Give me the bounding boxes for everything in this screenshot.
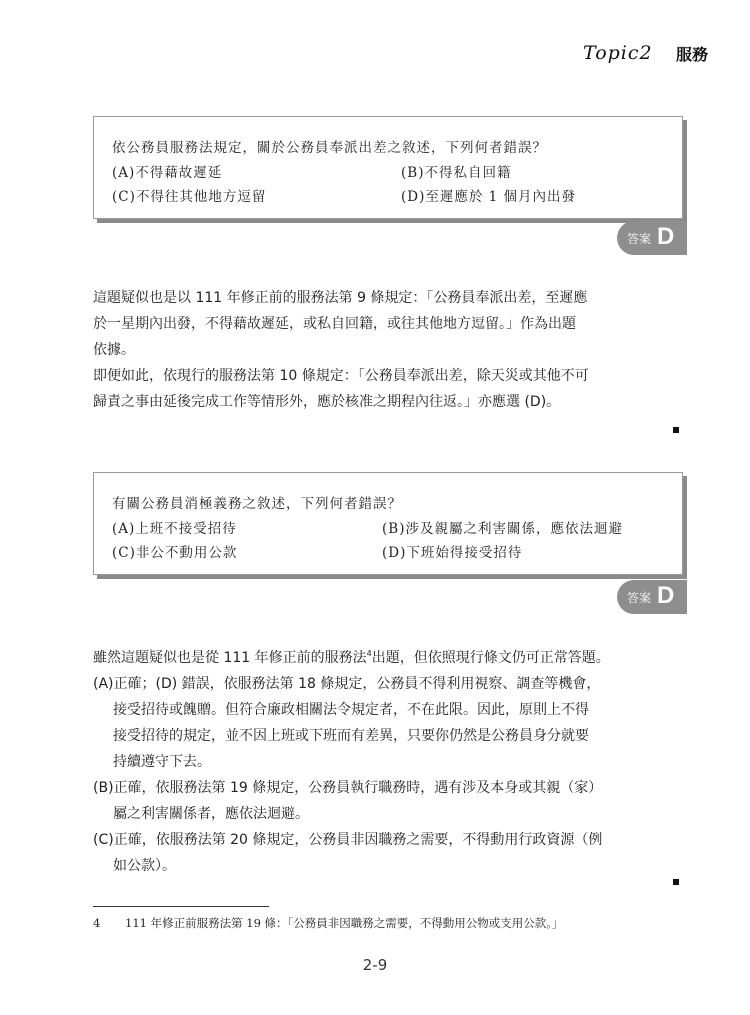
answer-value: D	[657, 223, 675, 250]
question-text: 有關公務員消極義務之敘述，下列何者錯誤？	[112, 496, 402, 512]
point-a-cont: 接受招待的規定，並不因上班或下班而有差異，只要你仍然是公務員身分就要	[113, 728, 589, 744]
question-box-2	[93, 472, 683, 575]
text: 」作為出題	[506, 316, 576, 332]
option-b: (B)涉及親屬之利害關係，應依法迴避	[382, 521, 623, 537]
text: 出題，但依照現行條文仍可正常答題。	[371, 650, 610, 666]
explanation-2	[93, 641, 693, 879]
end-mark	[673, 427, 679, 433]
option-b: (B)不得私自回籍	[401, 165, 512, 181]
point-c-cont: 如公款）。	[113, 858, 176, 874]
quote-text: 公務員奉派出差，至遲應	[433, 290, 588, 306]
answer-label: 答案	[627, 591, 652, 605]
footnote-ref[interactable]: 4	[366, 649, 372, 658]
answer-badge-2	[617, 580, 687, 614]
point-a: (A)正確；(D) 錯誤，依服務法第 18 條規定，公務員不得利用視察、調查等機會，	[93, 676, 601, 692]
option-a: (A)上班不接受招待	[112, 521, 237, 537]
point-a-cont: 持續遵守下去。	[113, 754, 211, 770]
topic-logo: Topic2	[583, 42, 653, 64]
footnote-number: 4	[93, 916, 101, 930]
footnote	[93, 915, 564, 931]
answer-value: D	[657, 582, 675, 609]
text: 」亦應選 (D)。	[464, 394, 561, 410]
point-b: (B)正確，依服務法第 19 條規定，公務員執行職務時，遇有涉及本身或其親（家）	[93, 780, 603, 796]
option-d: (D)至遲應於 1 個月內出發	[401, 189, 577, 205]
answer-label: 答案	[627, 232, 652, 246]
text: 雖然這題疑似也是從 111 年修正前的服務法	[93, 650, 367, 666]
option-a: (A)不得藉故遲延	[112, 165, 223, 181]
option-c: (C)非公不動用公款	[112, 545, 238, 561]
text: 依據。	[93, 342, 135, 358]
quote-text: 公務員奉派出差，除天災或其他不可	[364, 368, 589, 384]
question-box-1	[93, 116, 683, 219]
option-c: (C)不得往其他地方逗留	[112, 189, 267, 205]
text: 即便如此，依現行的服務法第 10 條規定：「	[93, 368, 365, 384]
quote-text: 歸責之事由延後完成工作等情形外，應於核准之期程內往返。	[93, 394, 464, 410]
point-a-cont: 接受招待或餽贈。但符合廉政相關法令規定者，不在此限。因此，原則上不得	[113, 702, 589, 718]
question-text: 依公務員服務法規定，關於公務員奉派出差之敘述，下列何者錯誤？	[112, 140, 547, 156]
footnote-divider	[93, 906, 269, 907]
answer-badge-1	[617, 221, 687, 255]
text: 這題疑似也是以 111 年修正前的服務法第 9 條規定：「	[93, 290, 434, 306]
page-number: 2-9	[362, 956, 388, 974]
end-mark	[673, 879, 679, 885]
point-c: (C)正確，依服務法第 20 條規定，公務員非因職務之需要，不得動用行政資源（例	[93, 832, 603, 848]
footnote-text: 111 年修正前服務法第 19 條：「公務員非因職務之需要，不得動用公物或支用公款。」	[125, 916, 564, 930]
point-b-cont: 屬之利害關係者，應依法迴避。	[113, 806, 309, 822]
section-title: 服務	[676, 45, 709, 64]
quote-text: 於一星期內出發，不得藉故遲延，或私自回籍，或往其他地方逗留。	[93, 316, 506, 332]
option-d: (D)下班始得接受招待	[382, 545, 523, 561]
explanation-1	[93, 285, 693, 415]
